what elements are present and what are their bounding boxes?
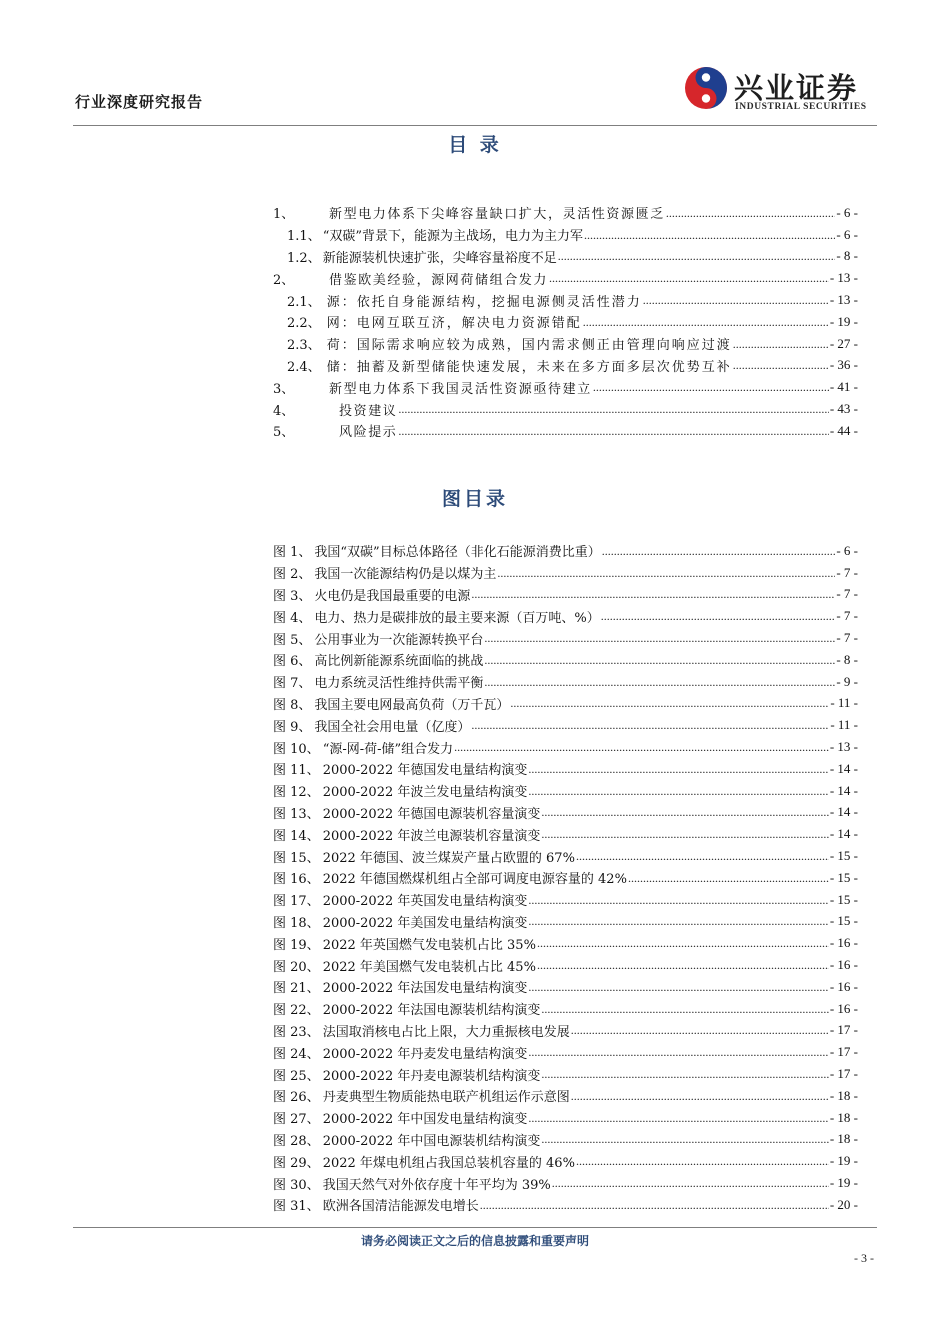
figure-entry-title: 2000-2022 年中国发电量结构演变 (322, 1112, 528, 1128)
table-of-contents (273, 202, 858, 442)
dot-leader (576, 1155, 829, 1167)
figure-entry-number: 图 7、 (273, 676, 312, 692)
figure-entry-title: 2000-2022 年英国发电量结构演变 (322, 894, 528, 910)
figure-entry-number: 图 26、 (273, 1090, 320, 1106)
figure-entry-page: - 16 - (829, 1000, 858, 1016)
figure-entry-title: 2022 年美国燃气发电装机占比 45% (322, 959, 536, 975)
figure-entry-page: - 17 - (829, 1044, 858, 1060)
dot-leader (593, 381, 829, 393)
logo-mark-icon (684, 66, 728, 110)
figure-entry[interactable] (273, 1194, 858, 1216)
figure-entry-title: 电力、热力是碳排放的最主要来源（百万吨、%） (314, 610, 600, 626)
dot-leader (510, 697, 829, 709)
figure-entry[interactable] (273, 932, 858, 954)
figure-entry-page: - 16 - (829, 957, 858, 973)
toc-entry-page: - 13 - (829, 292, 858, 308)
dot-leader (398, 403, 828, 415)
figure-entry-page: - 11 - (830, 695, 858, 711)
figure-entry-number: 图 25、 (273, 1068, 320, 1084)
figure-entry-title: 2022 年英国燃气发电装机占比 35% (322, 937, 536, 953)
logo-english-name: INDUSTRIAL SECURITIES (735, 102, 867, 112)
figure-entry-number: 图 21、 (273, 981, 320, 997)
figure-entry[interactable] (273, 671, 858, 693)
figure-entry-title: 电力系统灵活性维持供需平衡 (314, 676, 484, 692)
toc-entry-number: 1.2、 (287, 250, 321, 266)
figure-entry-title: 我国天然气对外依存度十年平均为 39% (322, 1177, 551, 1193)
figure-entry[interactable] (273, 758, 858, 780)
toc-heading: 目 录 (448, 134, 502, 156)
dot-leader (628, 872, 829, 884)
toc-entry-number: 3、 (273, 381, 295, 397)
dot-leader (541, 1068, 828, 1080)
dot-leader (471, 588, 835, 600)
figure-entry[interactable] (273, 976, 858, 998)
figure-entry-number: 图 16、 (273, 872, 320, 888)
dot-leader (497, 567, 835, 579)
figure-entry-number: 图 28、 (273, 1133, 320, 1149)
dot-leader (733, 359, 829, 371)
figure-entry-number: 图 17、 (273, 894, 320, 910)
toc-entry-title: 风险提示 (339, 425, 398, 441)
toc-entry-title: 网：电网互联互济，解决电力资源错配 (326, 316, 582, 332)
figure-entry-page: - 14 - (829, 760, 858, 776)
dot-leader (537, 937, 829, 949)
dot-leader (471, 719, 829, 731)
dot-leader (666, 207, 836, 219)
figure-entry[interactable] (273, 1107, 858, 1129)
figure-entry-number: 图 3、 (273, 588, 312, 604)
figure-entry-number: 图 24、 (273, 1046, 320, 1062)
toc-entry[interactable] (273, 311, 858, 333)
figure-entry-title: 我国主要电网最高负荷（万千瓦） (314, 697, 510, 713)
figure-entry-number: 图 30、 (273, 1177, 320, 1193)
dot-leader (537, 959, 829, 971)
toc-entry-page: - 44 - (829, 422, 858, 438)
figure-entry-number: 图 31、 (273, 1199, 320, 1215)
figure-entry-title: 丹麦典型生物质能热电联产机组运作示意图 (322, 1090, 570, 1106)
toc-entry-title: 新型电力体系下尖峰容量缺口扩大，灵活性资源匮乏 (329, 207, 665, 223)
figure-entry-number: 图 20、 (273, 959, 320, 975)
toc-entry-number: 4、 (273, 403, 295, 419)
toc-entry-number: 2、 (273, 272, 295, 288)
dot-leader (528, 915, 828, 927)
toc-entry[interactable] (273, 224, 858, 246)
figure-entry[interactable] (273, 1172, 858, 1194)
figure-entry-page: - 15 - (829, 869, 858, 885)
figure-entry-number: 图 10、 (273, 741, 320, 757)
toc-entry-number: 1.1、 (287, 229, 321, 245)
toc-entry[interactable] (273, 202, 858, 224)
figure-entry[interactable] (273, 605, 858, 627)
figure-entry-page: - 6 - (836, 542, 858, 558)
figure-entry[interactable] (273, 736, 858, 758)
figure-entry-number: 图 27、 (273, 1112, 320, 1128)
figure-entry[interactable] (273, 1063, 858, 1085)
toc-entry-title: 储：抽蓄及新型储能快速发展，未来在多方面多层次优势互补 (326, 359, 732, 375)
figure-entry-title: 2000-2022 年法国电源装机结构演变 (322, 1003, 541, 1019)
dot-leader (601, 610, 836, 622)
figure-entry[interactable] (273, 845, 858, 867)
dot-leader (571, 1090, 829, 1102)
figure-entry-page: - 7 - (836, 586, 858, 602)
figure-entry[interactable] (273, 911, 858, 933)
figure-entry-title: 2000-2022 年美国发电量结构演变 (322, 915, 528, 931)
figure-entry-number: 图 2、 (273, 567, 312, 583)
page-number: - 3 - (854, 1251, 874, 1265)
toc-entry-number: 2.3、 (287, 338, 321, 354)
figure-entry-page: - 15 - (829, 848, 858, 864)
figure-entry[interactable] (273, 802, 858, 824)
figure-entry[interactable] (273, 823, 858, 845)
figure-entry-title: 我国“双碳”目标总体路径（非化石能源消费比重） (314, 545, 601, 561)
figure-entry[interactable] (273, 540, 858, 562)
figure-entry[interactable] (273, 693, 858, 715)
toc-entry-title: “双碳”背景下，能源为主战场，电力为主力军 (322, 229, 583, 245)
figure-entry-page: - 11 - (830, 717, 858, 733)
dot-leader (541, 806, 828, 818)
figure-entry-number: 图 13、 (273, 806, 320, 822)
figure-entry-title: 2000-2022 年丹麦电源装机结构演变 (322, 1068, 541, 1084)
dot-leader (541, 1003, 828, 1015)
figure-entry-page: - 15 - (829, 891, 858, 907)
figure-entry-page: - 13 - (829, 739, 858, 755)
dot-leader (643, 294, 829, 306)
toc-entry-number: 2.2、 (287, 316, 321, 332)
figure-entry[interactable] (273, 584, 858, 606)
footer-divider (73, 1227, 877, 1228)
figure-entry-page: - 8 - (836, 651, 858, 667)
toc-entry-title: 借鉴欧美经验，源网荷储组合发力 (329, 272, 549, 288)
figure-entry-number: 图 15、 (273, 850, 320, 866)
figure-entry-title: 2000-2022 年法国发电量结构演变 (322, 981, 528, 997)
figure-entry[interactable] (273, 1020, 858, 1042)
figure-entry[interactable] (273, 780, 858, 802)
dot-leader (571, 1024, 829, 1036)
toc-entry-page: - 19 - (829, 313, 858, 329)
dot-leader (398, 425, 828, 437)
figure-entry[interactable] (273, 1085, 858, 1107)
figure-entry-title: 2000-2022 年德国电源装机容量演变 (322, 806, 541, 822)
figure-entry-title: 2000-2022 年波兰发电量结构演变 (322, 785, 528, 801)
dot-leader (549, 272, 829, 284)
figure-entry-page: - 14 - (829, 826, 858, 842)
disclaimer-text: 请务必阅读正文之后的信息披露和重要声明 (360, 1234, 589, 1248)
toc-entry-page: - 27 - (829, 335, 858, 351)
figure-entry-page: - 9 - (836, 673, 858, 689)
figure-entry-title: 2022 年煤电机组占我国总装机容量的 46% (322, 1155, 575, 1171)
toc-entry-number: 2.4、 (287, 359, 321, 375)
dot-leader (528, 1112, 828, 1124)
figure-entry-page: - 18 - (829, 1131, 858, 1147)
figure-entry-page: - 18 - (829, 1109, 858, 1125)
figure-entry-title: 2000-2022 年中国电源装机结构演变 (322, 1133, 541, 1149)
figure-entry-title: 法国取消核电占比上限，大力重振核电发展 (322, 1024, 570, 1040)
figure-entry-page: - 17 - (829, 1022, 858, 1038)
figure-entry-page: - 14 - (829, 804, 858, 820)
figure-entry-page: - 19 - (829, 1153, 858, 1169)
dot-leader (733, 338, 829, 350)
figure-entry-number: 图 9、 (273, 719, 312, 735)
logo-chinese-name: 兴业证券 (734, 71, 859, 105)
figure-entry-title: 高比例新能源系统面临的挑战 (314, 654, 484, 670)
figure-entry-title: 2022 年德国燃煤机组占全部可调度电源容量的 42% (322, 872, 627, 888)
toc-entry[interactable] (273, 376, 858, 398)
figure-entry[interactable] (273, 1041, 858, 1063)
figure-entry-title: 我国全社会用电量（亿度） (314, 719, 471, 735)
dot-leader (528, 894, 828, 906)
toc-entry-page: - 6 - (836, 226, 858, 242)
figure-entry[interactable] (273, 714, 858, 736)
dot-leader (528, 1046, 828, 1058)
figure-entry[interactable] (273, 1150, 858, 1172)
toc-entry[interactable] (273, 267, 858, 289)
figure-entry-number: 图 22、 (273, 1003, 320, 1019)
dot-leader (576, 850, 829, 862)
toc-entry[interactable] (273, 289, 858, 311)
report-type-label: 行业深度研究报告 (75, 93, 204, 111)
dot-leader (584, 229, 835, 241)
figure-entry-number: 图 18、 (273, 915, 320, 931)
figure-entry-title: “源-网-荷-储”组合发力 (322, 741, 454, 757)
dot-leader (528, 785, 828, 797)
toc-entry-title: 投资建议 (339, 403, 398, 419)
toc-entry[interactable] (273, 420, 858, 442)
dot-leader (552, 1177, 829, 1189)
figure-entry-number: 图 8、 (273, 697, 312, 713)
figure-entry-page: - 15 - (829, 913, 858, 929)
figure-entry-title: 2000-2022 年丹麦发电量结构演变 (322, 1046, 528, 1062)
figure-entry-number: 图 19、 (273, 937, 320, 953)
toc-entry-title: 荷：国际需求响应较为成熟，国内需求侧正由管理向响应过渡 (326, 338, 732, 354)
figure-entry[interactable] (273, 649, 858, 671)
figure-entry-number: 图 6、 (273, 654, 312, 670)
figure-entry-title: 公用事业为一次能源转换平台 (314, 632, 484, 648)
figure-entry-number: 图 11、 (273, 763, 320, 779)
figure-entry-title: 欧洲各国清洁能源发电增长 (322, 1199, 479, 1215)
toc-entry-number: 2.1、 (287, 294, 321, 310)
figure-entry[interactable] (273, 998, 858, 1020)
dot-leader (602, 545, 836, 557)
figure-entry[interactable] (273, 954, 858, 976)
figure-entry-title: 2000-2022 年德国发电量结构演变 (322, 763, 528, 779)
figure-entry[interactable] (273, 867, 858, 889)
dot-leader (484, 632, 835, 644)
figure-entry[interactable] (273, 562, 858, 584)
dot-leader (528, 763, 828, 775)
toc-entry-page: - 6 - (836, 204, 858, 220)
figure-entry[interactable] (273, 889, 858, 911)
toc-entry[interactable] (273, 333, 858, 355)
figure-entry[interactable] (273, 1129, 858, 1151)
dot-leader (541, 1133, 828, 1145)
toc-entry-number: 1、 (273, 207, 295, 223)
toc-entry[interactable] (273, 398, 858, 420)
dot-leader (484, 676, 835, 688)
toc-entry-page: - 8 - (836, 248, 858, 264)
toc-entry[interactable] (273, 246, 858, 268)
figure-entry-page: - 7 - (836, 608, 858, 624)
figure-entry-title: 2022 年德国、波兰煤炭产量占欧盟的 67% (322, 850, 575, 866)
figure-entry-page: - 7 - (836, 630, 858, 646)
toc-entry-title: 源：依托自身能源结构，挖掘电源侧灵活性潜力 (326, 294, 642, 310)
toc-entry-page: - 43 - (829, 401, 858, 417)
toc-entry-page: - 41 - (829, 379, 858, 395)
figure-entry[interactable] (273, 627, 858, 649)
figure-entry-page: - 7 - (836, 564, 858, 580)
figure-entry-number: 图 14、 (273, 828, 320, 844)
list-of-figures (273, 540, 858, 1216)
header-divider (73, 125, 877, 126)
figure-entry-number: 图 29、 (273, 1155, 320, 1171)
figure-entry-page: - 16 - (829, 978, 858, 994)
dot-leader (484, 654, 835, 666)
dot-leader (528, 981, 828, 993)
dot-leader (541, 828, 828, 840)
toc-entry-title: 新型电力体系下我国灵活性资源亟待建立 (329, 381, 592, 397)
figure-entry-page: - 14 - (829, 782, 858, 798)
figure-entry-number: 图 12、 (273, 785, 320, 801)
figure-entry-page: - 20 - (829, 1196, 858, 1212)
toc-entry-title: 新能源装机快速扩张，尖峰容量裕度不足 (322, 250, 557, 266)
figure-entry-number: 图 1、 (273, 545, 312, 561)
figure-entry-number: 图 5、 (273, 632, 312, 648)
dot-leader (454, 741, 829, 753)
dot-leader (558, 250, 836, 262)
figure-entry-page: - 17 - (829, 1066, 858, 1082)
company-logo (684, 66, 884, 116)
figure-entry-page: - 16 - (829, 935, 858, 951)
figure-entry-page: - 18 - (829, 1087, 858, 1103)
figures-heading: 图目录 (441, 488, 508, 510)
toc-entry-page: - 36 - (829, 357, 858, 373)
toc-entry-number: 5、 (273, 425, 295, 441)
figure-entry-page: - 19 - (829, 1175, 858, 1190)
figure-entry-title: 火电仍是我国最重要的电源 (314, 588, 471, 604)
figure-entry-title: 2000-2022 年波兰电源装机容量演变 (322, 828, 541, 844)
toc-entry[interactable] (273, 355, 858, 377)
figure-entry-number: 图 4、 (273, 610, 312, 626)
dot-leader (583, 316, 829, 328)
figure-entry-number: 图 23、 (273, 1024, 320, 1040)
figure-entry-title: 我国一次能源结构仍是以煤为主 (314, 567, 497, 583)
dot-leader (480, 1199, 829, 1211)
toc-entry-page: - 13 - (829, 270, 858, 286)
page-header (0, 0, 950, 130)
